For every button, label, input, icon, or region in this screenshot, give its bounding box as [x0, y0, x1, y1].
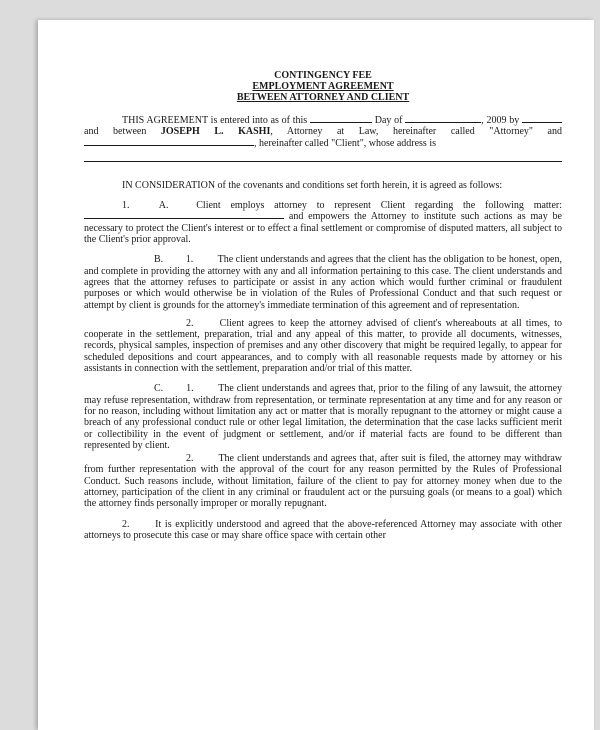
address-blank-line: [84, 151, 562, 162]
date-blank: [310, 122, 372, 123]
clause-1b-number: 1.: [185, 254, 194, 266]
intro-part-2: and between: [84, 126, 147, 138]
clause-1c: [84, 383, 562, 451]
intro-part-1: THIS AGREEMENT is entered into as of this: [122, 115, 308, 126]
month-blank: [405, 122, 481, 123]
title-line-1: CONTINGENCY FEE: [274, 70, 372, 81]
clause-1c-2-number: 2.: [186, 453, 194, 465]
clause-2-text: It is explicitly understood and agreed that the above-referenced Attorney may associate with other attorneys to prosecute this case or may share office space with certain other: [84, 518, 562, 541]
clause-1c-2: [84, 453, 562, 509]
consideration-paragraph: IN CONSIDERATION of the covenants and conditions set forth herein, it is agreed as follows:: [122, 179, 503, 191]
day-label: Day of: [374, 115, 403, 126]
clause-1c-text: The client understands and agrees that, prior to the filing of any lawsuit, the attorney may refuse representation, withdraw from representation, or terminate representation at any time and for any reason or for no reason, including without limitation any act or matter that is morally repugnant to the attorney or might cause a breach of any professional conduct rule or other legal limitation, the determination that the case lacks sufficient merit or collectibility in the event of judgment or settlement, and/or if material facts are found to be different than represented by client.: [84, 383, 563, 451]
attorney-name: JOSEPH L. KASHI: [160, 126, 271, 138]
clause-2-number: 2.: [122, 518, 130, 530]
matter-blank: [84, 218, 284, 219]
clause-1b-2: [84, 318, 562, 374]
clause-1b-2-text: Client agrees to keep the attorney advised of client's whereabouts at all times, to cooperate in the settlement, preparation, trial and any appeal of this matter, to provide all documents, witnesses, records, physical samples, inspection of premises and any other discovery that might be required legally, to appear for scheduled depositions and court appearances, and to comply with all reasonable requests made by attorney or his assistants in connection with the settlement, preparation and/or trial of this matter.: [84, 317, 562, 375]
client-name-blank: [84, 145, 254, 146]
document-page: [38, 20, 594, 730]
clause-1c-2-text: The client understands and agrees that, after suit is filed, the attorney may withdraw from further representation with the approval of the court for any reason permitted by the Rules of Professional Conduct. Such reasons include, without limitation, failure of the client to pay for attorney money when due to the attorney, participation of the client in any criminal or fraudulent act or the pursuing goals (or means to a goal) which the attorney finds personally improper or morally repugnant.: [84, 453, 562, 510]
party-blank: [522, 122, 562, 123]
clause-1c-letter: C.: [154, 383, 164, 395]
document-title: [84, 70, 562, 103]
document-body: [84, 70, 562, 541]
clause-2: [84, 519, 562, 542]
title-line-3: BETWEEN ATTORNEY AND CLIENT: [236, 92, 410, 103]
clause-1a: [84, 200, 562, 245]
clause-1a-text-2: and empowers the Attorney to institute such actions as may be necessary to protect the Client's interest or to effect a final settlement or compromise of disputed matters, all subject to the Client's prior approval.: [84, 211, 563, 246]
clause-1b: [84, 254, 562, 310]
clause-1b-letter: B.: [154, 254, 164, 266]
clause-1a-letter: A.: [158, 200, 169, 212]
clause-1b-text: The client understands and agrees that the client has the obligation to be honest, open, and complete in providing the attorney with any and all information pertaining to this case. The client understands and agrees that the attorney refuses to participate or assist in any action which would further criminal or fraudulent purposes or which would otherwise be in violation of the Rules of Professional Conduct and that such request or attempt by client is grounds for the attorney's immediate termination of this agreement and of representation.: [84, 254, 562, 311]
intro-part-4: , hereinafter called "Client", whose address is: [254, 137, 436, 149]
title-line-2: EMPLOYMENT AGREEMENT: [252, 81, 394, 92]
clause-1a-number: 1.: [122, 200, 130, 212]
intro-part-3: , Attorney at Law, hereinafter called "Attorney" and: [270, 126, 562, 138]
clause-1c-number: 1.: [186, 383, 194, 395]
clause-1b-2-number: 2.: [186, 317, 194, 329]
intro-paragraph: [84, 115, 562, 149]
clause-1a-text-1: Client employs attorney to represent Client regarding the following matter:: [196, 200, 563, 212]
year-text: , 2009 by: [481, 115, 520, 126]
